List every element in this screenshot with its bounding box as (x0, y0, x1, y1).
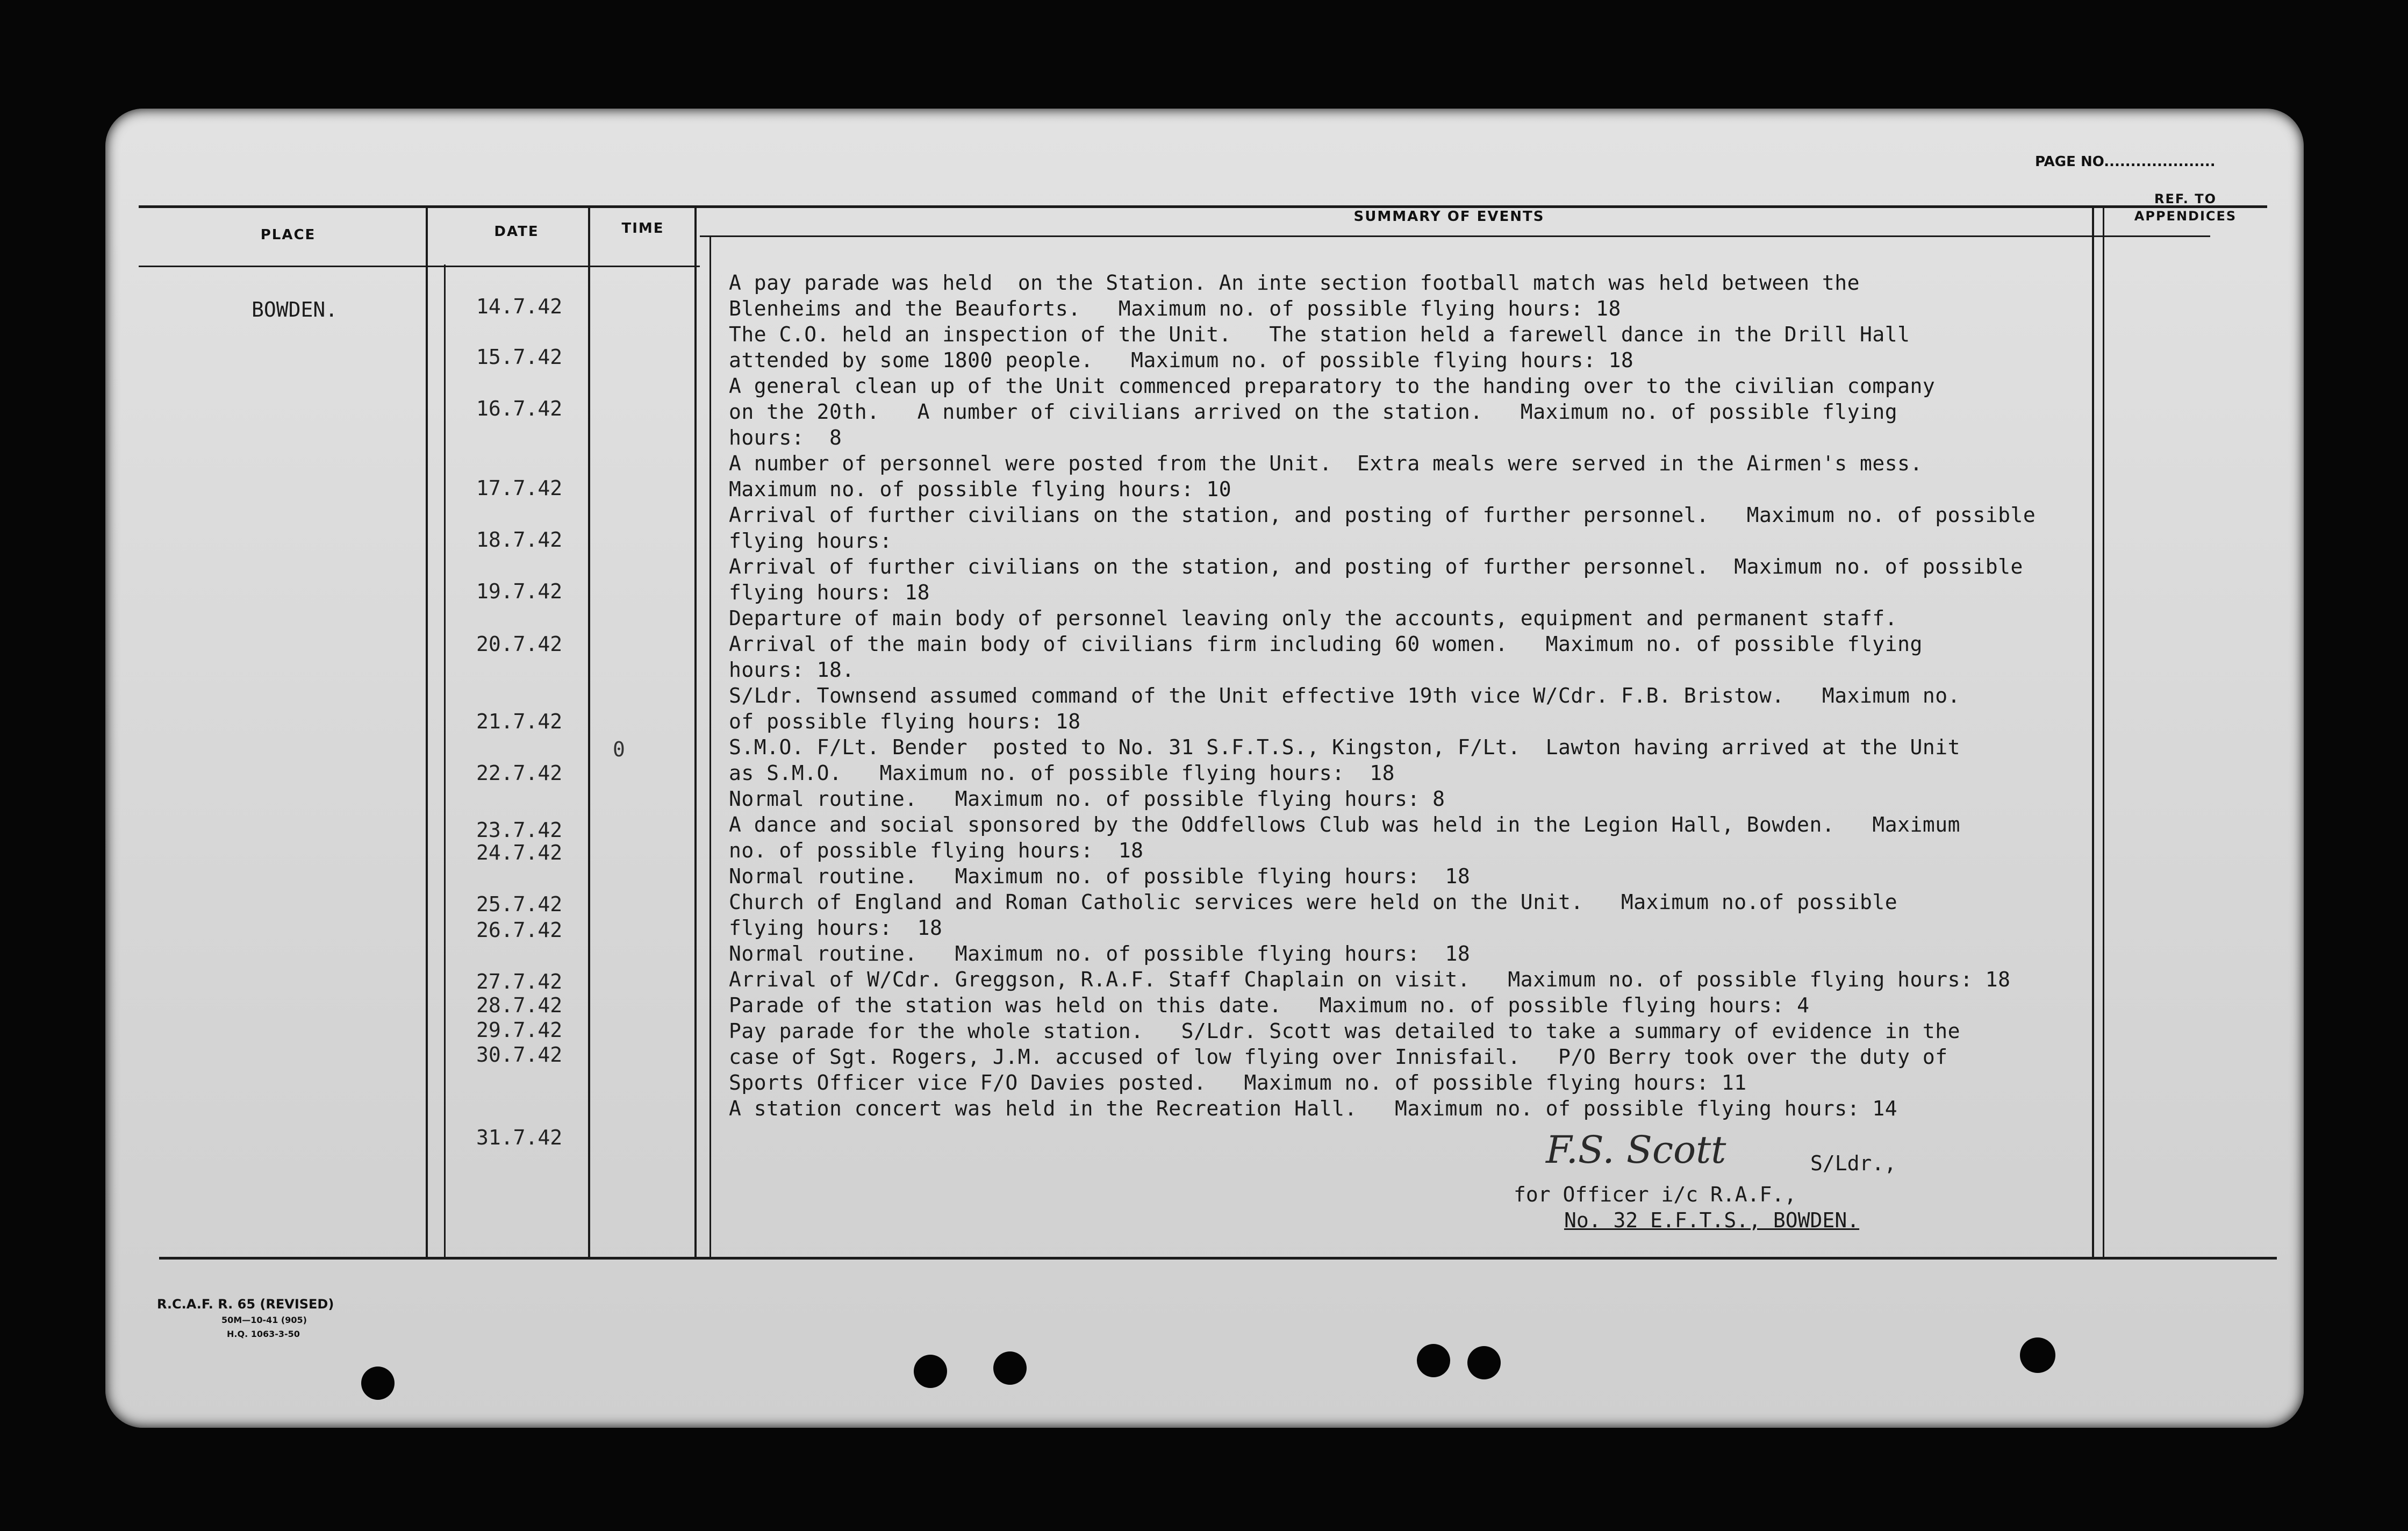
summary-line: Normal routine. Maximum no. of possible flying hours: 18 (729, 942, 1471, 965)
summary-line: Arrival of further civilians on the station, and posting of further personnel. Maximum no. of possible (729, 555, 2023, 578)
time-summary-divider (694, 208, 697, 1257)
punch-hole (361, 1367, 395, 1400)
date-entry: 28.7.42 (476, 993, 563, 1017)
form-hq-ref: H.Q. 1063-3-50 (227, 1329, 300, 1339)
place-header: PLACE (260, 227, 316, 243)
page-number-label: PAGE NO..................... (2035, 154, 2216, 170)
date-entry: 29.7.42 (476, 1018, 563, 1042)
summary-line: A dance and social sponsored by the Oddfellows Club was held in the Legion Hall, Bowden. Maximum (729, 813, 1961, 836)
date-entry: 14.7.42 (476, 295, 563, 318)
summary-line: Arrival of the main body of civilians firm including 60 women. Maximum no. of possible flying (729, 632, 1923, 656)
date-entry: 31.7.42 (476, 1126, 563, 1149)
summary-line: S.M.O. F/Lt. Bender posted to No. 31 S.F.T.S., Kingston, F/Lt. Lawton having arrived at the Unit (729, 735, 1961, 759)
summary-line: A number of personnel were posted from the Unit. Extra meals were served in the Airmen's mess. (729, 452, 1923, 475)
summary-line: Departure of main body of personnel leaving only the accounts, equipment and permanent staff. (729, 606, 1898, 630)
form-number: R.C.A.F. R. 65 (REVISED) (157, 1297, 334, 1312)
signature-rank: S/Ldr., (1810, 1151, 1897, 1175)
date-entry: 15.7.42 (476, 345, 563, 369)
summary-line: flying hours: (729, 529, 892, 553)
header-bottom-rule (139, 266, 700, 267)
place-entry: BOWDEN. (252, 298, 338, 321)
date-entry: 21.7.42 (476, 710, 563, 733)
summary-line: no. of possible flying hours: 18 (729, 839, 1144, 862)
summary-line: Normal routine. Maximum no. of possible flying hours: 8 (729, 787, 1445, 811)
summary-line: S/Ldr. Townsend assumed command of the Unit effective 19th vice W/Cdr. F.B. Bristow. Maximum no. (729, 684, 1961, 707)
summary-line: Pay parade for the whole station. S/Ldr. Scott was detailed to take a summary of evidence in the (729, 1019, 1961, 1043)
date-column-left-rule (444, 264, 446, 1257)
summary-header: SUMMARY OF EVENTS (1353, 209, 1545, 225)
form-print-run: 50M—10-41 (905) (221, 1315, 307, 1325)
ref-header-line2: APPENDICES (2134, 209, 2237, 224)
date-entry: 16.7.42 (476, 397, 563, 420)
summary-line: Normal routine. Maximum no. of possible flying hours: 18 (729, 864, 1471, 888)
signature-unit-line: No. 32 E.F.T.S., BOWDEN. (1564, 1208, 1860, 1232)
summary-line: Blenheims and the Beauforts. Maximum no. of possible flying hours: 18 (729, 297, 1621, 320)
date-entry: 26.7.42 (476, 918, 563, 942)
date-entry: 25.7.42 (476, 892, 563, 916)
summary-line: flying hours: 18 (729, 916, 943, 940)
summary-ref-divider (2092, 208, 2094, 1257)
summary-line: hours: 18. (729, 658, 855, 682)
summary-line: as S.M.O. Maximum no. of possible flying hours: 18 (729, 761, 1395, 785)
ref-column-left-rule (2103, 208, 2104, 1257)
summary-line: Parade of the station was held on this date. Maximum no. of possible flying hours: 4 (729, 993, 1810, 1017)
date-entry: 27.7.42 (476, 970, 563, 993)
handwritten-signature: F.S. Scott (1546, 1128, 1726, 1172)
punch-hole (993, 1351, 1027, 1385)
summary-line: hours: 8 (729, 426, 842, 449)
date-entry: 30.7.42 (476, 1043, 563, 1067)
summary-left-rule (710, 235, 711, 1257)
summary-line: A pay parade was held on the Station. An inte section football match was held between the (729, 271, 1860, 295)
summary-line: of possible flying hours: 18 (729, 710, 1081, 733)
punch-hole (2020, 1337, 2055, 1373)
summary-line: A general clean up of the Unit commenced preparatory to the handing over to the civilian company (729, 374, 1936, 398)
ref-header-line1: REF. TO (2154, 191, 2217, 206)
punch-hole (914, 1355, 947, 1388)
place-date-divider (426, 208, 428, 1257)
date-entry: 17.7.42 (476, 476, 563, 500)
date-entry: 23.7.42 (476, 818, 563, 842)
header-top-rule (139, 205, 2267, 208)
summary-line: Church of England and Roman Catholic services were held on the Unit. Maximum no.of possible (729, 890, 1898, 914)
table-bottom-rule (159, 1257, 2277, 1260)
summary-header-rule (700, 235, 2210, 237)
summary-line: Arrival of further civilians on the station, and posting of further personnel. Maximum no. of possible (729, 503, 2036, 527)
punch-hole (1467, 1346, 1501, 1379)
summary-line: on the 20th. A number of civilians arrived on the station. Maximum no. of possible flying (729, 400, 1898, 424)
date-header: DATE (494, 224, 539, 240)
summary-line: Maximum no. of possible flying hours: 10 (729, 477, 1232, 501)
date-entry: 22.7.42 (476, 761, 563, 785)
date-entry: 20.7.42 (476, 632, 563, 656)
summary-line: flying hours: 18 (729, 581, 930, 604)
summary-line: case of Sgt. Rogers, J.M. accused of low flying over Innisfail. P/O Berry took over the duty of (729, 1045, 1948, 1069)
signature-for-line: for Officer i/c R.A.F., (1514, 1183, 1797, 1206)
punch-hole (1417, 1344, 1450, 1377)
summary-line: Sports Officer vice F/O Davies posted. Maximum no. of possible flying hours: 11 (729, 1071, 1747, 1094)
date-entry: 18.7.42 (476, 528, 563, 552)
summary-line: Arrival of W/Cdr. Greggson, R.A.F. Staff Chaplain on visit. Maximum no. of possible flying hours: 18 (729, 968, 2011, 991)
summary-line: A station concert was held in the Recreation Hall. Maximum no. of possible flying hours: 14 (729, 1097, 1898, 1120)
summary-line: attended by some 1800 people. Maximum no. of possible flying hours: 18 (729, 348, 1634, 372)
date-entry: 19.7.42 (476, 580, 563, 603)
diary-card (105, 109, 2304, 1428)
time-entry: 0 (613, 738, 625, 761)
time-header: TIME (621, 220, 664, 237)
summary-line: The C.O. held an inspection of the Unit. The station held a farewell dance in the Drill Hall (729, 323, 1910, 346)
date-entry: 24.7.42 (476, 841, 563, 864)
